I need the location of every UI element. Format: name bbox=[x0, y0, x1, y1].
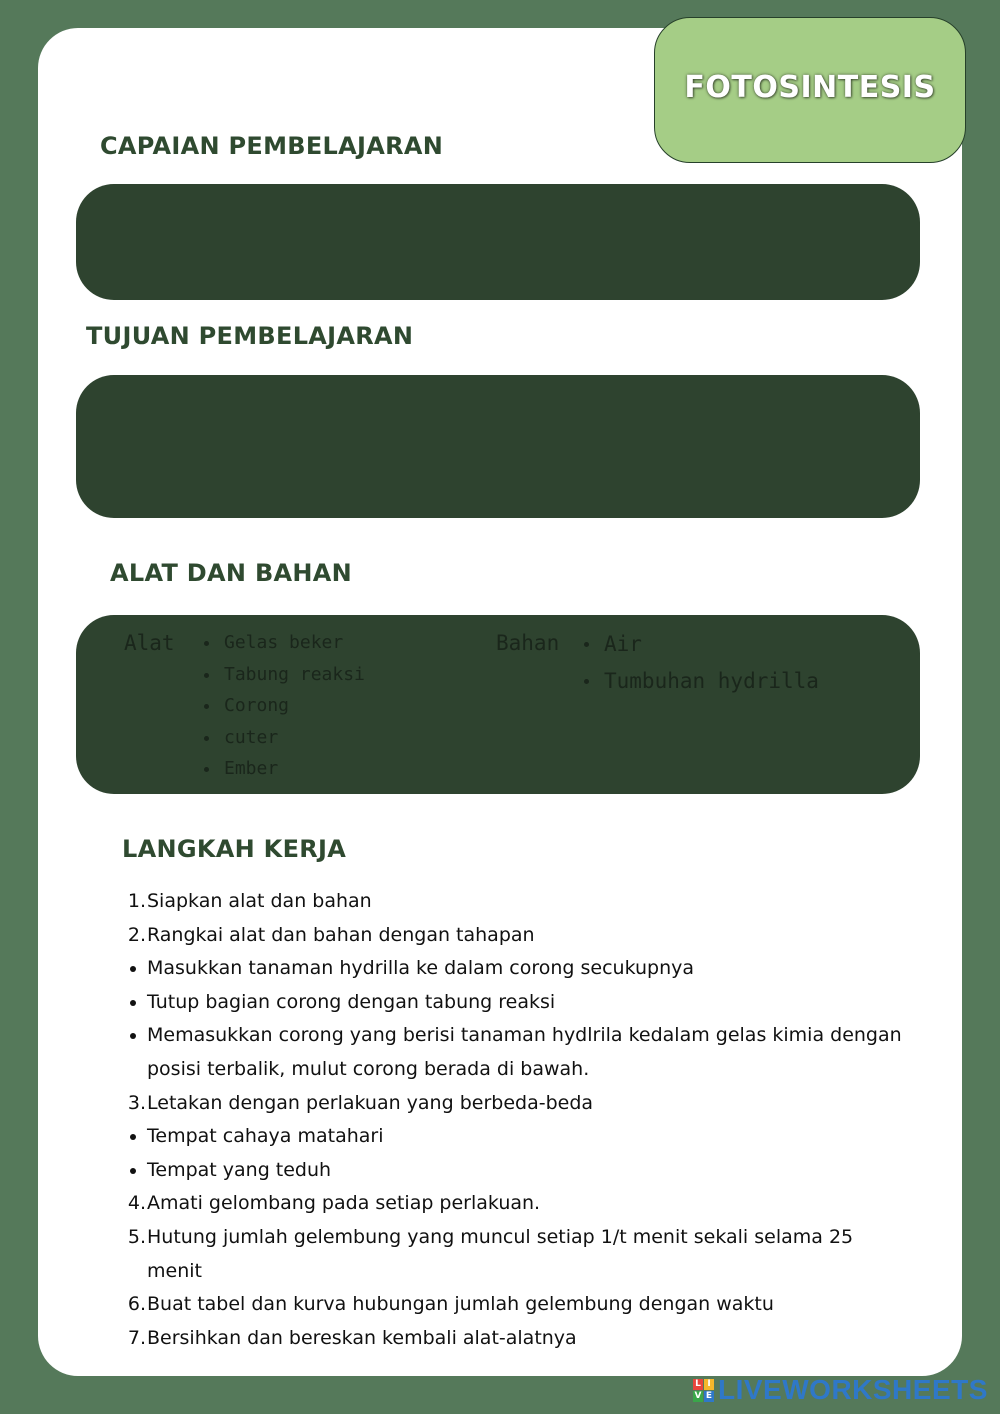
logo-letter: E bbox=[705, 1390, 713, 1401]
alat-item: Gelas beker bbox=[202, 632, 365, 664]
step-item bbox=[120, 1187, 910, 1221]
step-item bbox=[120, 952, 910, 986]
page-title: FOTOSINTESIS bbox=[684, 70, 936, 105]
step-number: 3. bbox=[127, 1091, 146, 1114]
logo-letter: V bbox=[694, 1390, 702, 1401]
liveworksheets-watermark bbox=[693, 1376, 988, 1404]
step-text: Masukkan tanaman hydrilla ke dalam corong secukupnya bbox=[147, 957, 695, 980]
step-number: 7. bbox=[127, 1326, 146, 1349]
step-text: Siapkan alat dan bahan bbox=[147, 890, 372, 912]
step-item bbox=[120, 919, 910, 953]
alat-bahan-heading: ALAT DAN BAHAN bbox=[110, 559, 353, 587]
step-text: Buat tabel dan kurva hubungan jumlah gelembung dengan waktu bbox=[147, 1293, 774, 1316]
step-item bbox=[120, 986, 910, 1020]
step-item bbox=[120, 1019, 910, 1086]
step-item bbox=[120, 1087, 910, 1121]
bahan-item: Tumbuhan hydrilla bbox=[582, 668, 819, 705]
step-item bbox=[120, 1221, 910, 1288]
step-item bbox=[120, 1120, 910, 1154]
step-text: Hutung jumlah gelembung yang muncul setiap 1/t menit sekali selama 25 menit bbox=[147, 1225, 854, 1282]
step-item bbox=[120, 1288, 910, 1322]
watermark-text: LIVEWORKSHEETS bbox=[718, 1374, 988, 1405]
alat-item: Ember bbox=[202, 758, 365, 790]
alat-item: Tabung reaksi bbox=[202, 664, 365, 696]
logo-letter: I bbox=[704, 1379, 714, 1390]
step-text: Rangkai alat dan bahan dengan tahapan bbox=[147, 923, 535, 946]
capaian-answer-box[interactable] bbox=[76, 184, 920, 300]
step-number: 2. bbox=[127, 923, 146, 946]
step-number: 1. bbox=[127, 890, 146, 912]
step-text: Tutup bagian corong dengan tabung reaksi bbox=[147, 990, 556, 1013]
step-number: 6. bbox=[127, 1293, 146, 1316]
step-item bbox=[120, 885, 910, 919]
step-text: Letakan dengan perlakuan yang berbeda-beda bbox=[147, 1091, 594, 1114]
step-number: 5. bbox=[127, 1225, 146, 1248]
alat-label: Alat bbox=[124, 631, 175, 655]
step-text: Memasukkan corong yang berisi tanaman hydlrila kedalam gelas kimia dengan posisi terbalik, mulut corong berada di bawah. bbox=[147, 1024, 902, 1080]
title-tab bbox=[654, 17, 966, 163]
alat-list bbox=[202, 632, 365, 790]
alat-item: cuter bbox=[202, 727, 365, 759]
bahan-item: Air bbox=[582, 631, 819, 668]
liveworksheets-logo-icon bbox=[693, 1379, 714, 1402]
steps-list bbox=[120, 885, 910, 1355]
bahan-label: Bahan bbox=[496, 631, 560, 655]
tujuan-answer-box[interactable] bbox=[76, 375, 920, 518]
step-item bbox=[120, 1154, 910, 1188]
step-number: 4. bbox=[127, 1192, 146, 1215]
step-item bbox=[120, 1322, 910, 1356]
tujuan-heading: TUJUAN PEMBELAJARAN bbox=[86, 322, 414, 350]
langkah-heading: LANGKAH KERJA bbox=[122, 835, 347, 863]
step-text: Tempat yang teduh bbox=[147, 1158, 332, 1181]
step-text: Bersihkan dan bereskan kembali alat-alatnya bbox=[147, 1326, 577, 1349]
alat-bahan-box bbox=[76, 615, 920, 794]
step-text: Tempat cahaya matahari bbox=[147, 1125, 384, 1148]
bahan-list bbox=[582, 631, 819, 705]
step-text: Amati gelombang pada setiap perlakuan. bbox=[147, 1192, 541, 1215]
alat-item: Corong bbox=[202, 695, 365, 727]
capaian-heading: CAPAIAN PEMBELAJARAN bbox=[100, 132, 444, 160]
logo-letter: L bbox=[693, 1379, 703, 1390]
